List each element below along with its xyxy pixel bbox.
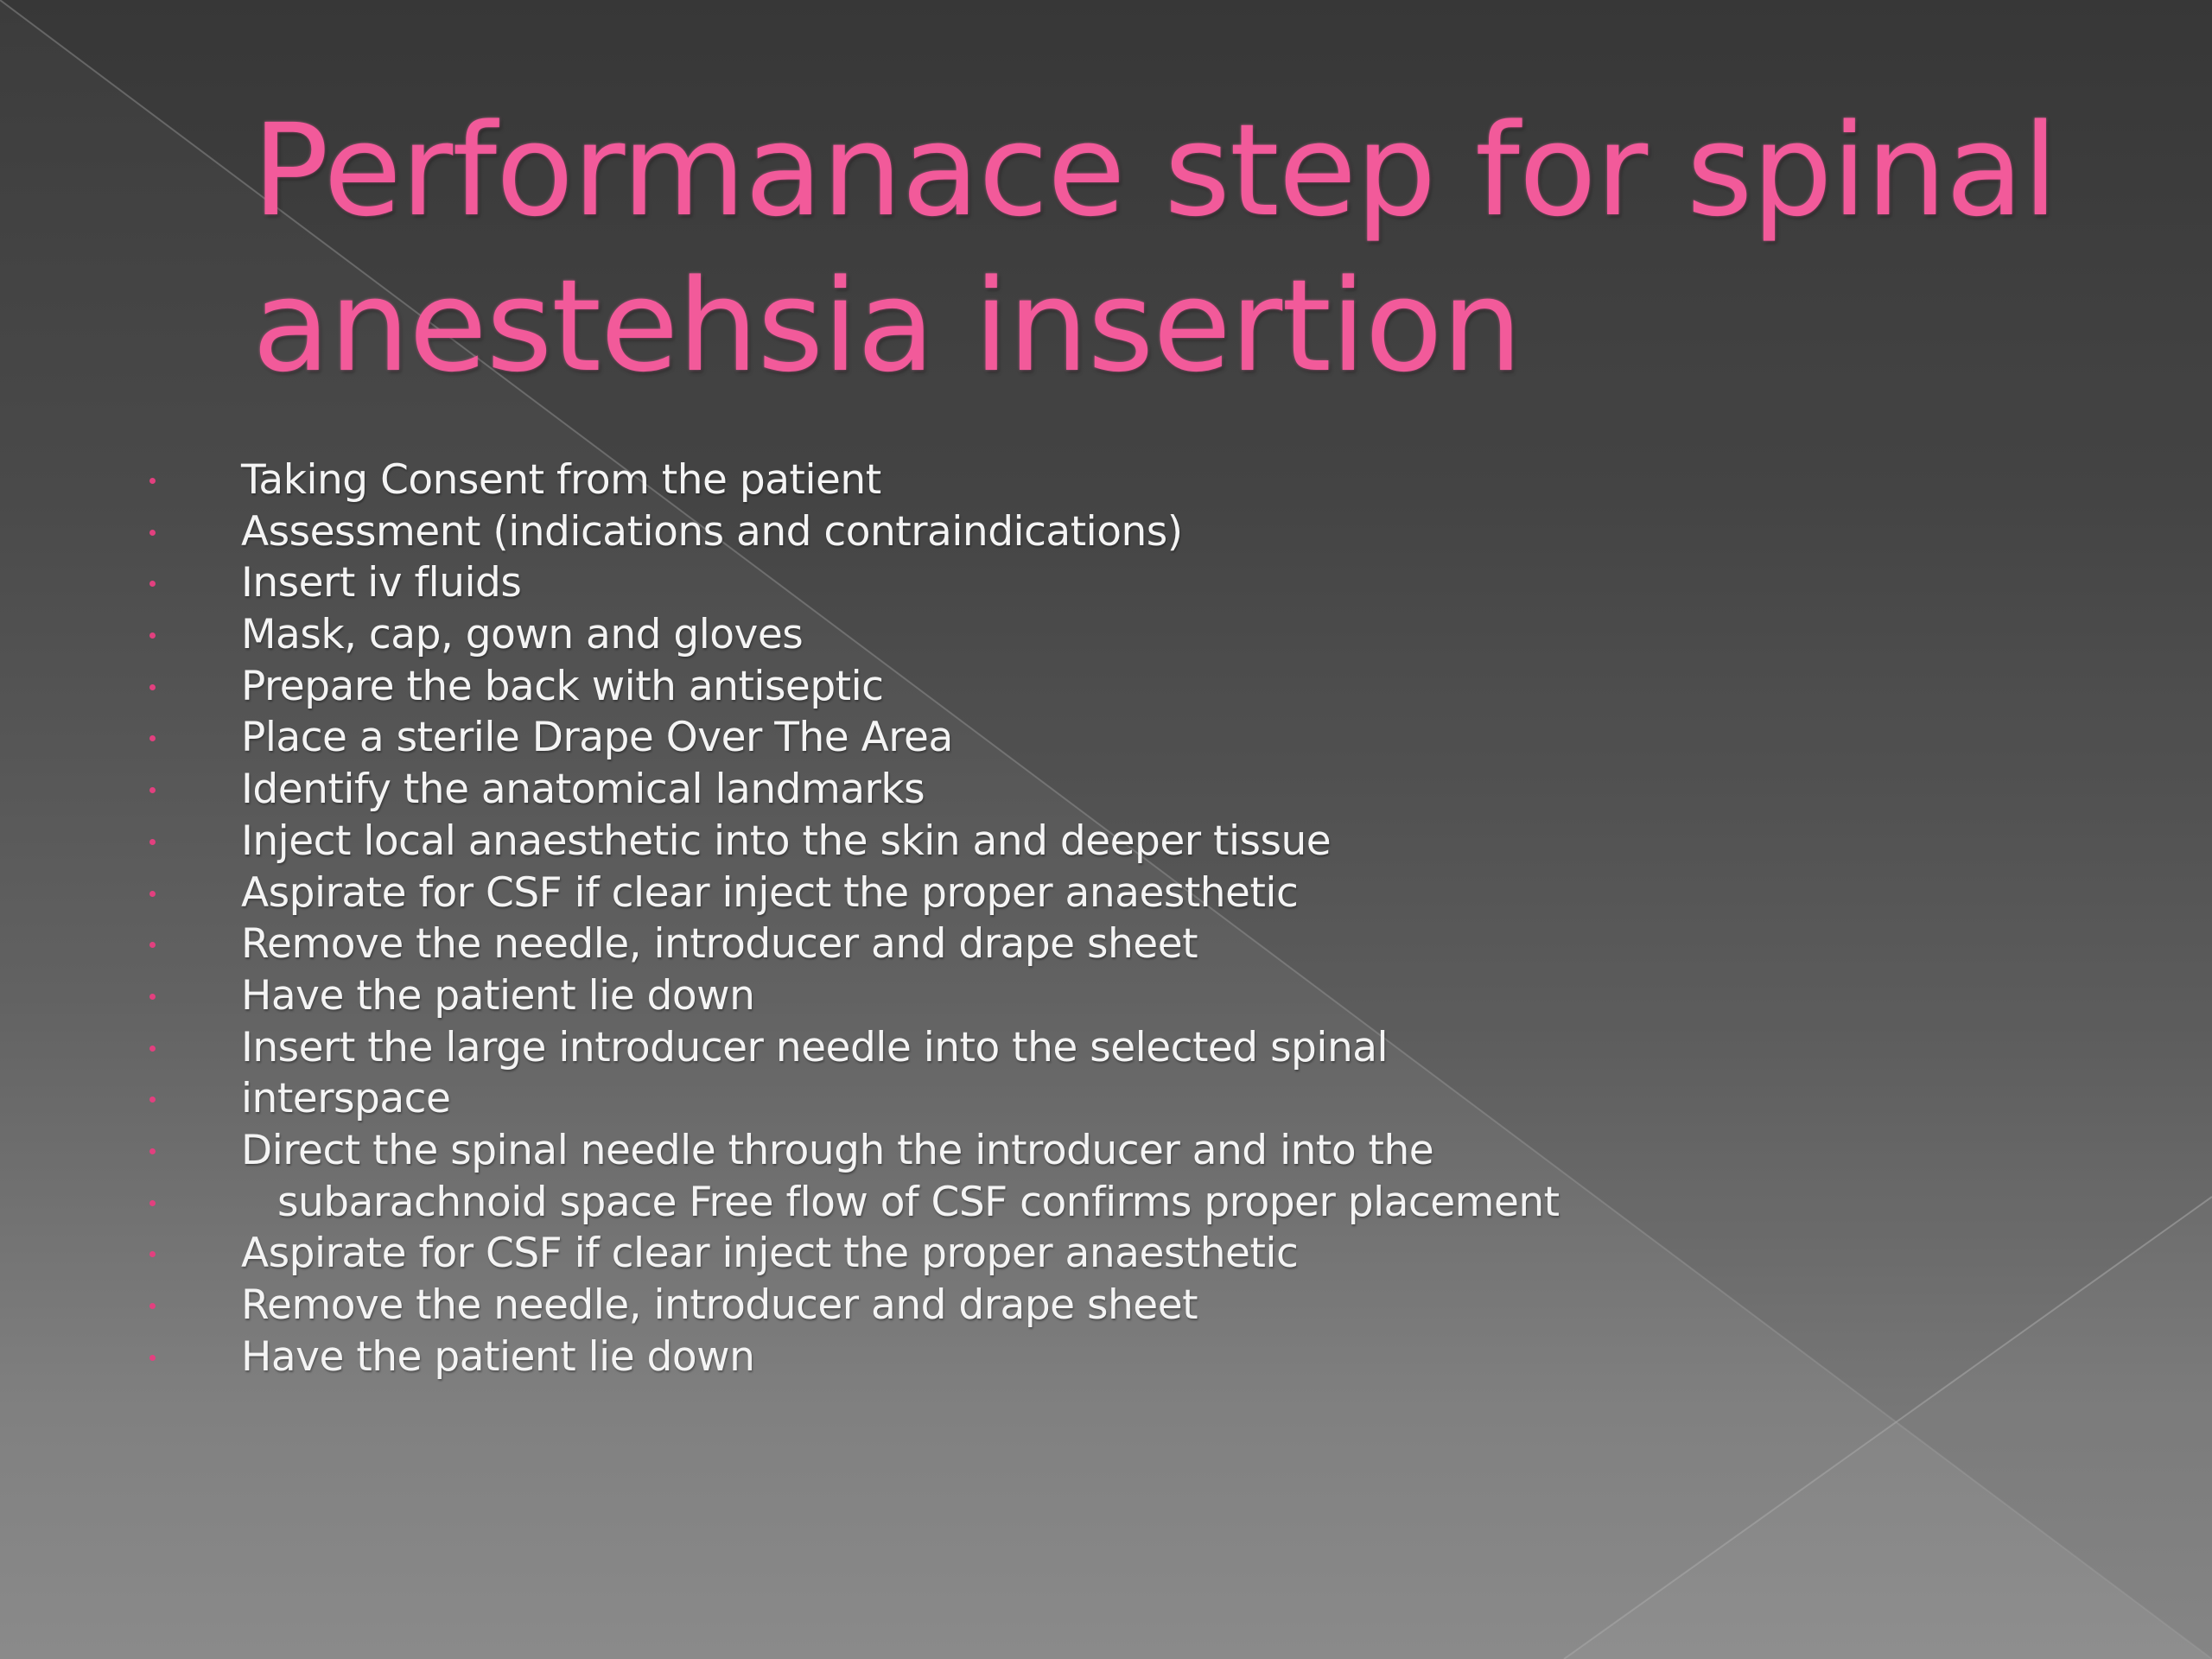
bullet-dot-icon — [149, 478, 156, 484]
bullet-dot-icon — [149, 1200, 156, 1206]
bullet-text: Have the patient lie down — [241, 1332, 755, 1381]
bullet-dot-icon — [149, 1148, 156, 1154]
bullet-dot-icon — [149, 994, 156, 1000]
bullet-dot-icon — [149, 684, 156, 690]
bullet-item — [0, 1073, 2074, 1125]
bullet-dot-icon — [149, 1355, 156, 1361]
bullet-text: interspace — [241, 1075, 451, 1123]
bullet-dot-icon — [149, 1303, 156, 1309]
bullet-item — [0, 506, 2074, 558]
bullet-item — [0, 661, 2074, 713]
bullet-text: Insert the large introducer needle into the selected spinal — [241, 1023, 1389, 1071]
bullet-item — [0, 609, 2074, 661]
bullet-item — [0, 557, 2074, 609]
bullet-text: Inject local anaesthetic into the skin and deeper tissue — [241, 817, 1332, 865]
bullet-item — [0, 918, 2074, 970]
bullet-dot-icon — [149, 581, 156, 587]
slide-title-line: Performanace step for spinal — [252, 97, 2057, 245]
bullet-item — [0, 1177, 2074, 1229]
bullet-text: subarachnoid space Free flow of CSF confirms proper placement — [277, 1178, 1560, 1226]
bullet-item — [0, 970, 2074, 1022]
bullet-text: Identify the anatomical landmarks — [241, 766, 925, 814]
bullet-dot-icon — [149, 632, 156, 639]
bullet-text: Aspirate for CSF if clear inject the proper anaesthetic — [241, 868, 1299, 917]
bullet-item — [0, 1125, 2074, 1177]
bullet-dot-icon — [149, 1096, 156, 1103]
bullet-dot-icon — [149, 839, 156, 845]
bullet-dot-icon — [149, 891, 156, 897]
bullet-text: Taking Consent from the patient — [241, 456, 881, 504]
bullet-text: Have the patient lie down — [241, 971, 755, 1020]
bullet-dot-icon — [149, 1251, 156, 1257]
bullet-item — [0, 1332, 2074, 1383]
bullet-text: Aspirate for CSF if clear inject the proper anaesthetic — [241, 1230, 1299, 1278]
slide-title-line: anestehsia insertion — [252, 252, 1522, 400]
bullet-dot-icon — [149, 1046, 156, 1052]
bullet-text: Prepare the back with antiseptic — [241, 662, 884, 710]
bullet-text: Direct the spinal needle through the introducer and into the — [241, 1126, 1434, 1174]
bullet-item — [0, 1022, 2074, 1074]
bullet-text: Mask, cap, gown and gloves — [241, 611, 804, 659]
bullet-dot-icon — [149, 735, 156, 741]
bullet-text: Assessment (indications and contraindications) — [241, 507, 1183, 556]
slide-title — [252, 93, 2153, 404]
bullet-item — [0, 868, 2074, 919]
bullet-item — [0, 1228, 2074, 1280]
bullet-item — [0, 1280, 2074, 1332]
bullet-text: Remove the needle, introducer and drape sheet — [241, 920, 1198, 969]
bullet-item — [0, 764, 2074, 816]
bullet-item — [0, 816, 2074, 868]
bullet-dot-icon — [149, 942, 156, 948]
bullet-item — [0, 454, 2074, 506]
bullet-dot-icon — [149, 787, 156, 793]
bullet-text: Place a sterile Drape Over The Area — [241, 714, 953, 762]
bullet-dot-icon — [149, 530, 156, 536]
bullet-item — [0, 712, 2074, 764]
bullet-text: Insert iv fluids — [241, 559, 522, 607]
bullet-list — [0, 454, 2074, 1382]
bullet-text: Remove the needle, introducer and drape sheet — [241, 1281, 1198, 1329]
